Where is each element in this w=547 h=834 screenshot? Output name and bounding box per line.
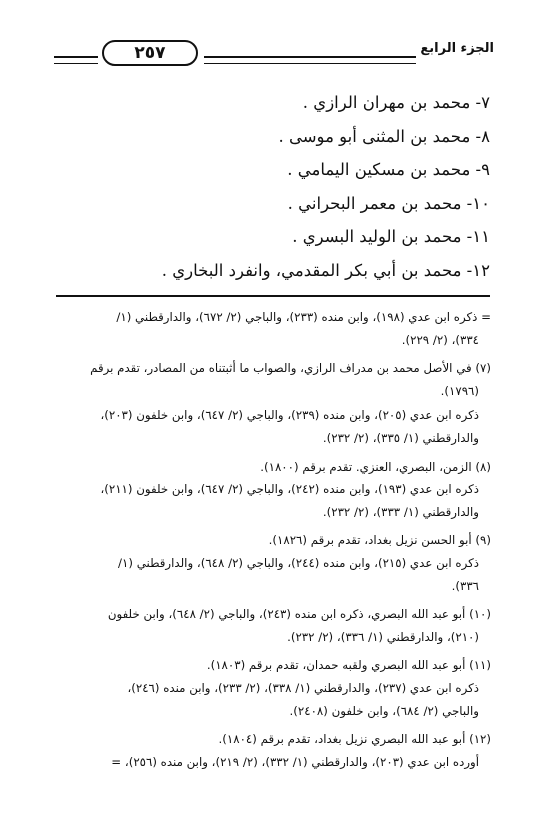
footnote-11	[57, 654, 491, 722]
narrators-list	[70, 86, 490, 288]
footnote-line: (١١) أبو عبد الله البصري ولقبه حمدان، تقدم برقم (١٨٠٣).	[206, 658, 491, 673]
running-title: الجزء الرابع	[420, 41, 494, 56]
footnote-line: ذكره ابن عدي (١٩٣)، وابن منده (٢٤٢)، والباجي (٢/ ٦٤٧)، وابن خلفون (٢١١)،	[100, 482, 479, 497]
footnotes	[57, 306, 491, 773]
footnote-line: والدارقطني (١/ ٣٣٥)، (٢/ ٢٣٢).	[322, 430, 479, 445]
list-item: ٩- محمد بن مسكين اليمامي .	[287, 160, 490, 180]
footnote-line: (٧) في الأصل محمد بن مدراف الرازي، والصواب ما أثبتناه من المصادر، تقدم برقم	[90, 361, 491, 376]
list-item: ٧- محمد بن مهران الرازي .	[302, 93, 490, 112]
footnote-line: (٢١٠)، والدارقطني (١/ ٣٣٦)، (٢/ ٢٣٢).	[287, 629, 479, 644]
list-item: ١١- محمد بن الوليد البسري .	[292, 227, 490, 247]
footnote-line: والدارقطني (١/ ٣٣٣)، (٢/ ٢٣٢).	[322, 504, 479, 519]
footnote-line: أورده ابن عدي (٢٠٣)، والدارقطني (١/ ٣٣٢)، (٢/ ٢١٩)، وابن منده (٢٥٦)، =	[111, 754, 479, 769]
footnote-7	[57, 357, 491, 449]
header-rule-right	[204, 56, 416, 64]
footnote-line: والباجي (٢/ ٦٨٤)، وابن خلفون (٢٤٠٨).	[289, 703, 479, 718]
header-rule-left	[54, 56, 98, 64]
footnote-line: ٣٣٦).	[451, 578, 479, 593]
footnote-12	[57, 728, 491, 773]
footnote-line: (٨) الزمن، البصري، العنزي. تقدم برقم (١٨٠٠).	[260, 459, 491, 474]
footnote-line: (١٧٩٦).	[440, 383, 479, 398]
footnote-line: ذكره ابن عدي (٢٠٥)، وابن منده (٢٣٩)، والباجي (٢/ ٦٤٧)، وابن خلفون (٢٠٣)،	[100, 408, 479, 423]
list-item: ١٠- محمد بن معمر البحراني .	[287, 193, 490, 213]
footnote-continuation	[57, 306, 491, 351]
footnote-9	[57, 529, 491, 597]
footnote-line: (١٢) أبو عبد الله البصري نزيل بغداد، تقدم برقم (١٨٠٤).	[218, 732, 491, 747]
footnote-separator	[56, 295, 490, 297]
footnote-line: ذكره ابن عدي (٢٣٧)، والدارقطني (١/ ٣٣٨)، (٢/ ٢٣٣)، وابن منده (٢٤٦)،	[127, 680, 479, 695]
page-number: ٢٥٧	[102, 40, 198, 66]
footnote-8	[57, 456, 491, 524]
footnote-line: (١٠) أبو عبد الله البصري، ذكره ابن منده (٢٤٣)، والباجي (٢/ ٦٤٨)، وابن خلفون	[107, 607, 491, 622]
list-item: ١٢- محمد بن أبي بكر المقدمي، وانفرد البخاري .	[161, 260, 490, 280]
footnote-line: ٣٣٤)، (٢/ ٢٢٩).	[401, 332, 479, 347]
footnote-line: (٩) أبو الحسن نزيل بغداد، تقدم برقم (١٨٢٦).	[268, 533, 491, 548]
footnote-line: ذكره ابن عدي (٢١٥)، وابن منده (٢٤٤)، والباجي (٢/ ٦٤٨)، والدارقطني (١/	[118, 555, 479, 570]
list-item: ٨- محمد بن المثنى أبو موسى .	[278, 126, 490, 146]
footnote-line: = ذكره ابن عدي (١٩٨)، وابن منده (٢٣٣)، والباجي (٢/ ٦٧٢)، والدارقطني (١/	[116, 310, 491, 324]
footnote-10	[57, 603, 491, 648]
page-header	[54, 38, 494, 70]
